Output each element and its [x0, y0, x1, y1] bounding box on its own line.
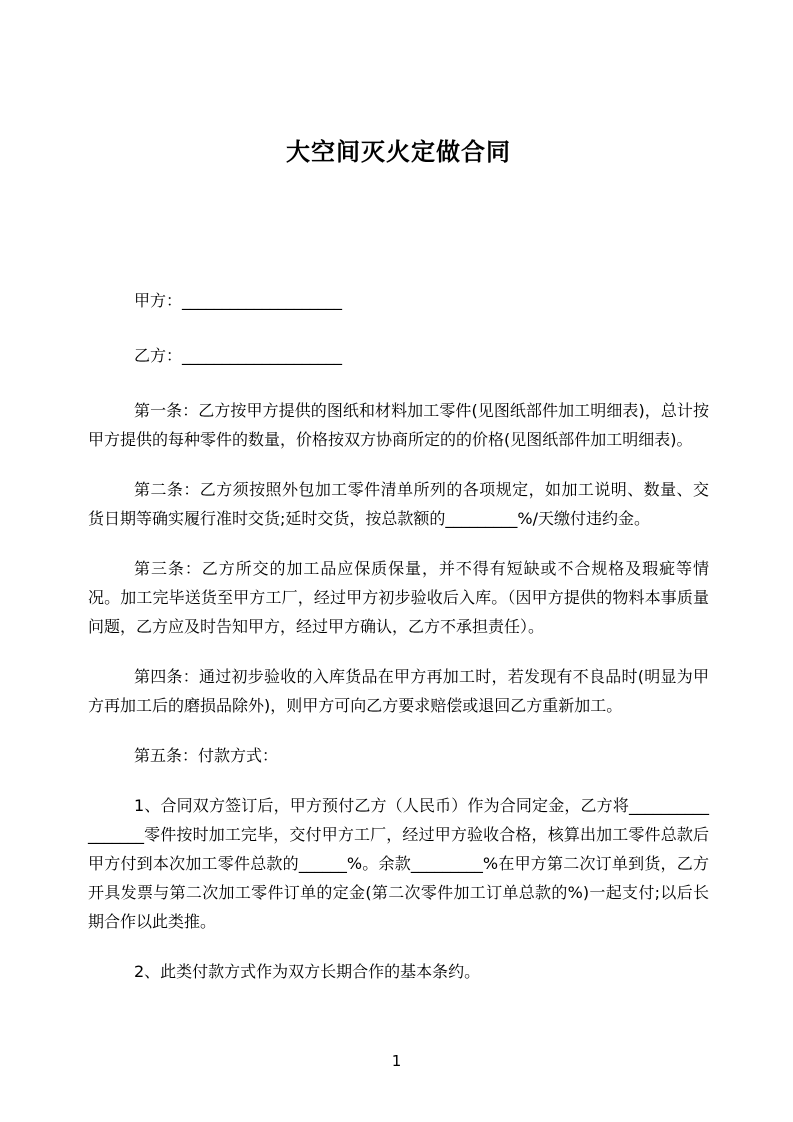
- party-b-label: 乙方：: [134, 346, 183, 365]
- party-a-label: 甲方：: [134, 291, 183, 310]
- party-b-blank: ____________________: [182, 346, 343, 365]
- party-a-blank: ____________________: [182, 291, 343, 310]
- party-b-line: [88, 341, 709, 370]
- clause-payment-item-2: 2、此类付款方式作为双方长期合作的基本条约。: [134, 962, 481, 981]
- clause-paragraph-5: 第五条：付款方式：: [134, 746, 279, 765]
- clause-paragraph-4: 第四条：通过初步验收的入库货品在甲方再加工时，若发现有不良品时(明显为甲方再加工后的磨损品除外)，则甲方可向乙方要求赔偿或退回乙方重新加工。: [88, 667, 709, 715]
- parties-section: [88, 286, 709, 370]
- clause-paragraph-3: 第三条：乙方所交的加工品应保质保量，并不得有短缺或不合规格及瑕疵等情况。加工完毕送货至甲方工厂，经过甲方初步验收后入库。（因甲方提供的物料本事质量问题，乙方应及时告知甲方，经过甲方确认，乙方不承担责任）。: [88, 559, 709, 636]
- clause-paragraph-2: 第二条：乙方须按照外包加工零件清单所列的各项规定，如加工说明、数量、交货日期等确实履行准时交货;延时交货，按总款额的_________%/天缴付违约金。: [88, 480, 709, 528]
- party-a-line: [88, 286, 709, 315]
- clause-paragraph-1: 第一条：乙方按甲方提供的图纸和材料加工零件(见图纸部件加工明细表)，总计按甲方提供的每种零件的数量，价格按双方协商所定的的价格(见图纸部件加工明细表)。: [88, 401, 709, 449]
- document-title: 大空间灭火定做合同: [286, 138, 511, 166]
- page-number: 1: [391, 1052, 402, 1070]
- clauses-section: [88, 396, 709, 986]
- clause-payment-item-1: 1、合同双方签订后，甲方预付乙方（人民币）作为合同定金，乙方将_________________零件按时加工完毕，交付甲方工厂，经过甲方验收合格，核算出加工零件总款后甲方付到本次加工零件总款的______%。余款_________%在甲方第二次订单到货，乙方开具发票与第二次加工零件订单的定金(第二次零件加工订单总款的%)一起支付;以后长期合作以此类推。: [88, 796, 709, 931]
